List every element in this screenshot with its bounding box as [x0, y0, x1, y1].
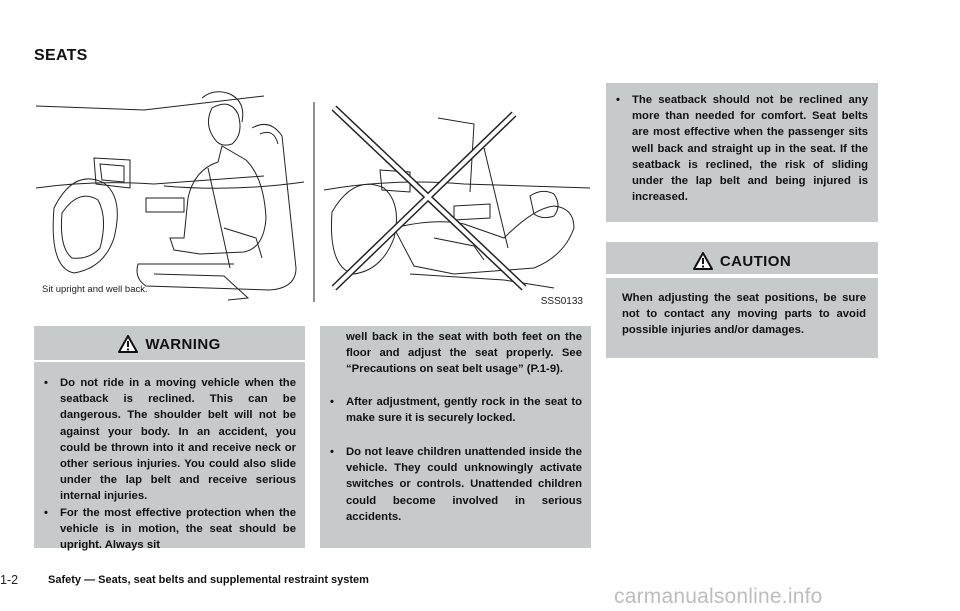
seatback-note: • The seatback should not be reclined any more than needed for comfort. Seat belts are most effective when the passenger sits well back and straight up in the seat. If the seatback is reclined, the risk of sliding under the lap belt and being injured is increased.: [616, 94, 868, 204]
bullet-dot: •: [330, 446, 334, 458]
warning-title: WARNING: [145, 335, 221, 353]
warning-bullet: • After adjustment, gently rock in the seat to make sure it is securely locked.: [330, 396, 582, 425]
bullet-dot: •: [616, 94, 620, 106]
warning-bullet: • For the most effective protection when the vehicle is in motion, the seat should be upright. Always sit: [44, 507, 296, 552]
page-number: 1-2: [0, 573, 19, 587]
caution-heading: [606, 247, 878, 275]
warning-continued-text: well back in the seat with both feet on the floor and adjust the seat properly. See “Precautions on seat belt usage” (P.1-9).: [346, 331, 582, 376]
warning-bullet: • Do not leave children unattended inside the vehicle. They could unknowingly activate switches or controls. Unattended children could become involved in serious accidents.: [330, 446, 582, 523]
warning-heading: [34, 330, 305, 358]
figure-code: SSS0133: [540, 296, 583, 307]
figure-caption: Sit upright and well back.: [42, 284, 148, 295]
warning-divider: [34, 360, 305, 362]
caution-triangle-icon: [693, 252, 713, 270]
footer-section-title: Safety — Seats, seat belts and supplemental restraint system: [48, 574, 369, 586]
seat-illustration: [34, 88, 591, 314]
section-title: SEATS: [34, 47, 88, 64]
caution-title: CAUTION: [719, 252, 792, 270]
bullet-dot: •: [44, 507, 48, 519]
seat-position-drawing: [34, 88, 591, 314]
watermark: carmanualsonline.info: [614, 585, 823, 608]
warning-bullet: • Do not ride in a moving vehicle when the seatback is reclined. This can be dangerous. The shoulder belt will not be against your body. In an accident, you could be thrown into it and receive neck or other serious injuries. You could also slide under the lap belt and receive serious internal injuries.: [44, 377, 296, 503]
bullet-dot: •: [330, 396, 334, 408]
bullet-dot: •: [44, 377, 48, 389]
caution-text: When adjusting the seat positions, be sure not to contact any moving parts to avoid possible injuries and/or damages.: [622, 292, 866, 337]
warning-triangle-icon: [118, 335, 138, 353]
